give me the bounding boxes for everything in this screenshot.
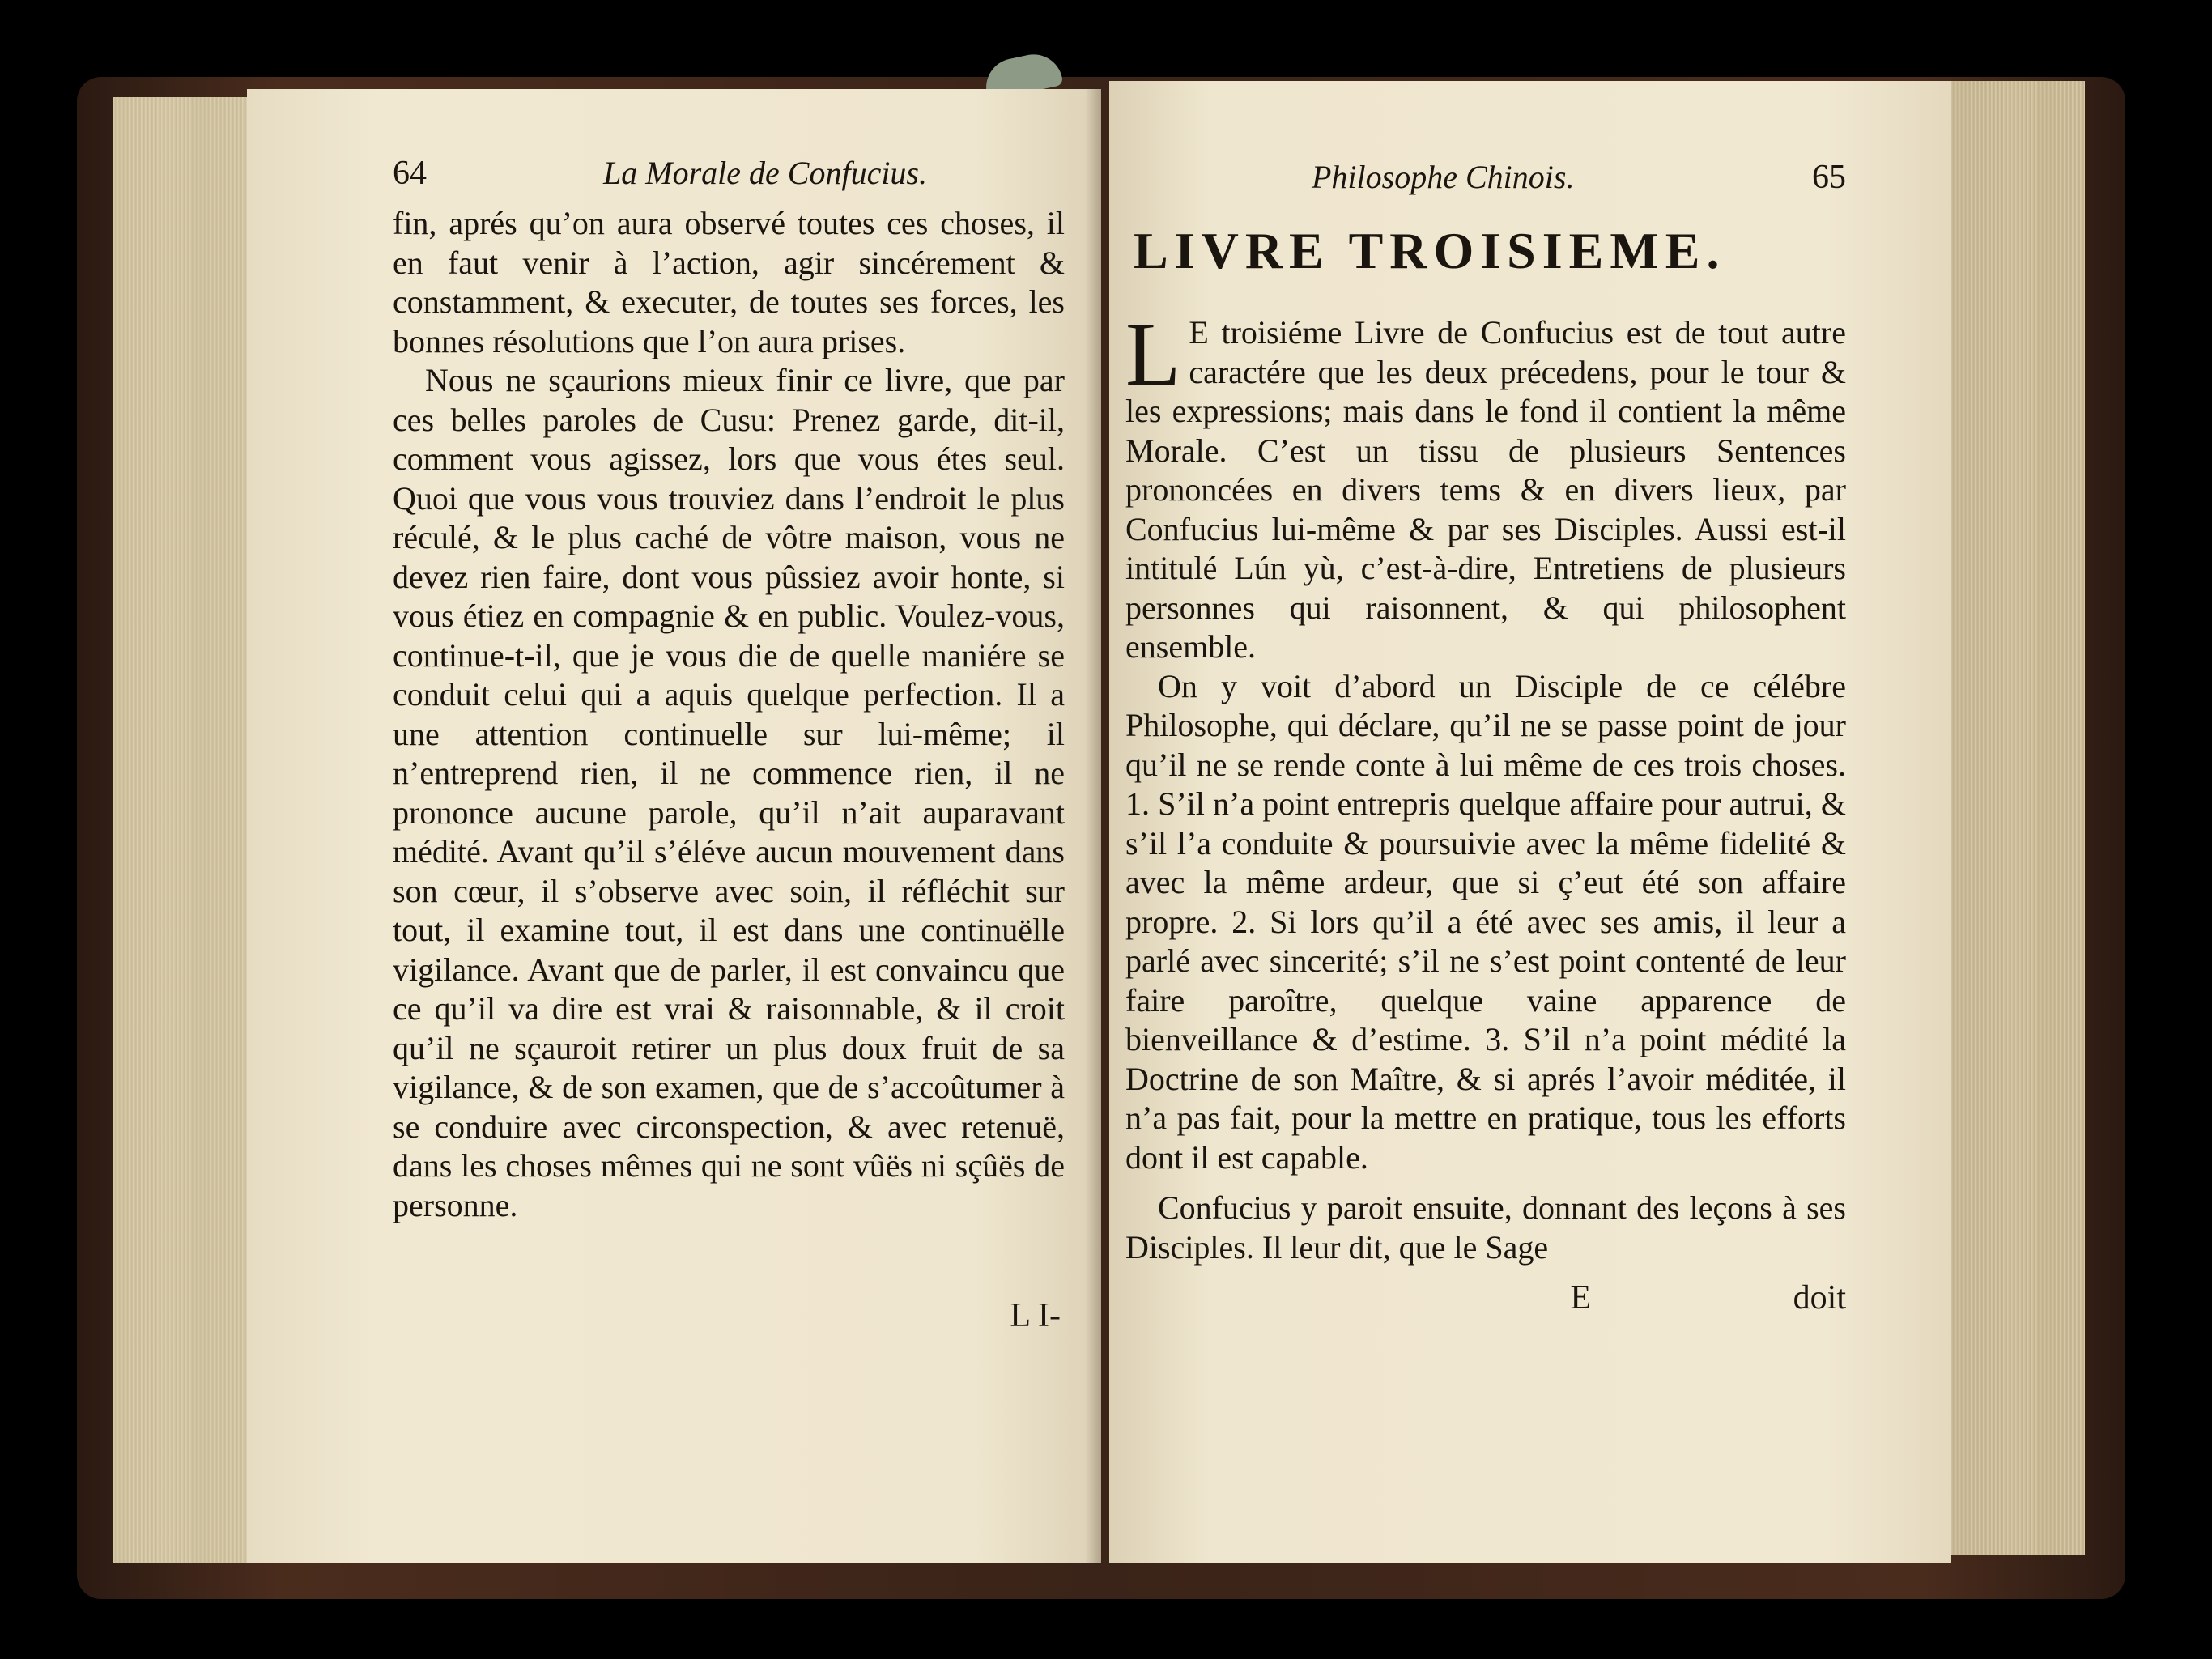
right-header: [1125, 158, 1846, 197]
paragraph: On y voit d’abord un Disciple de ce célébre Philosophe, qui déclare, qu’il ne se passe point de jour qu’il ne se rende conte à lui même de ces trois choses. 1. S’il n’a point entrepris quelque affaire pour autrui, & s’il l’a conduite & poursuivie avec la même fidelité & avec la même ardeur, que si ç’eut été son affaire propre. 2. Si lors qu’il a été avec ses amis, il leur a parlé avec sincerité; s’il ne s’est point contenté de leur faire paroître, quelque vaine apparence de bienveillance & d’estime. 3. S’il n’a point médité la Doctrine de son Maître, & si aprés l’avoir méditée, il n’a pas fait, pour la mettre en pratique, tous les efforts dont il est capable.: [1125, 667, 1846, 1176]
left-page: [247, 89, 1101, 1563]
page-edges-left: [113, 97, 251, 1563]
signature-mark: E: [1570, 1279, 1592, 1317]
footer: [1125, 1278, 1846, 1317]
paragraph-first: [1125, 304, 1846, 667]
catchword: L I-: [1010, 1297, 1061, 1334]
right-page: [1109, 81, 1951, 1563]
left-body: [393, 204, 1065, 1225]
running-head: La Morale de Confucius.: [603, 155, 927, 191]
chapter-title: LIVRE TROISIEME.: [1134, 222, 1726, 279]
running-head: Philosophe Chinois.: [1312, 159, 1575, 195]
left-header: [393, 154, 1065, 193]
right-body: [1125, 304, 1846, 1267]
paragraph-text: E troisiéme Livre de Confucius est de tout autre caractére que les deux précedens, pour le tour & les expressions; mais dans le fond il contient la même Morale. C’est un tissu de plusieurs Sentences prononcées en divers tems & en divers lieux, par Confucius lui-même & par ses Disciples. Aussi est-il intitulé Lún yù, c’est-à-dire, Entretiens de plusieurs personnes qui raisonnent, & qui philosophent ensemble.: [1125, 314, 1846, 665]
page-edges-right: [1947, 81, 2085, 1555]
paragraph: fin, aprés qu’on aura observé toutes ces choses, il en faut venir à l’action, agir sincérement & constamment, & executer, de toutes ses forces, les bonnes résolutions que l’on aura prises.: [393, 205, 1065, 359]
paragraph: Nous ne sçaurions mieux finir ce livre, que par ces belles paroles de Cusu: Prenez garde, dit-il, comment vous agissez, lors que vous étes seul. Quoi que vous vous trouviez dans l’endroit le plus réculé, & le plus caché de vôtre maison, vous ne devez rien faire, dont vous pûssiez avoir honte, si vous étiez en compagnie & en public. Voulez-vous, continue-t-il, que je vous die de quelle maniére se conduit celui qui a aquis quelque perfection. Il a une attention continuelle sur lui-même; il n’entreprend rien, il ne commence rien, il ne prononce aucune parole, qu’il n’ait auparavant médité. Avant qu’il s’éléve aucun mouvement dans son cœur, il s’observe avec soin, il réfléchit sur tout, il examine tout, il est dans une continuëlle vigilance. Avant que de parler, il est convaincu que ce qu’il va dire est vrai & raisonnable, & il croit qu’il ne sçauroit retirer un plus doux fruit de sa vigilance, & de son examen, que de s’accoûtumer à se conduire avec circonspection, & avec retenuë, dans les choses mêmes qui ne sont vûës ni sçûës de personne.: [393, 362, 1065, 1223]
page-number: 64: [393, 155, 427, 192]
paragraph: Confucius y paroit ensuite, donnant des leçons à ses Disciples. Il leur dit, que le Sage: [1125, 1189, 1846, 1266]
page-number: 65: [1812, 159, 1846, 196]
drop-cap: L: [1125, 304, 1181, 405]
catchword: doit: [1793, 1279, 1846, 1317]
